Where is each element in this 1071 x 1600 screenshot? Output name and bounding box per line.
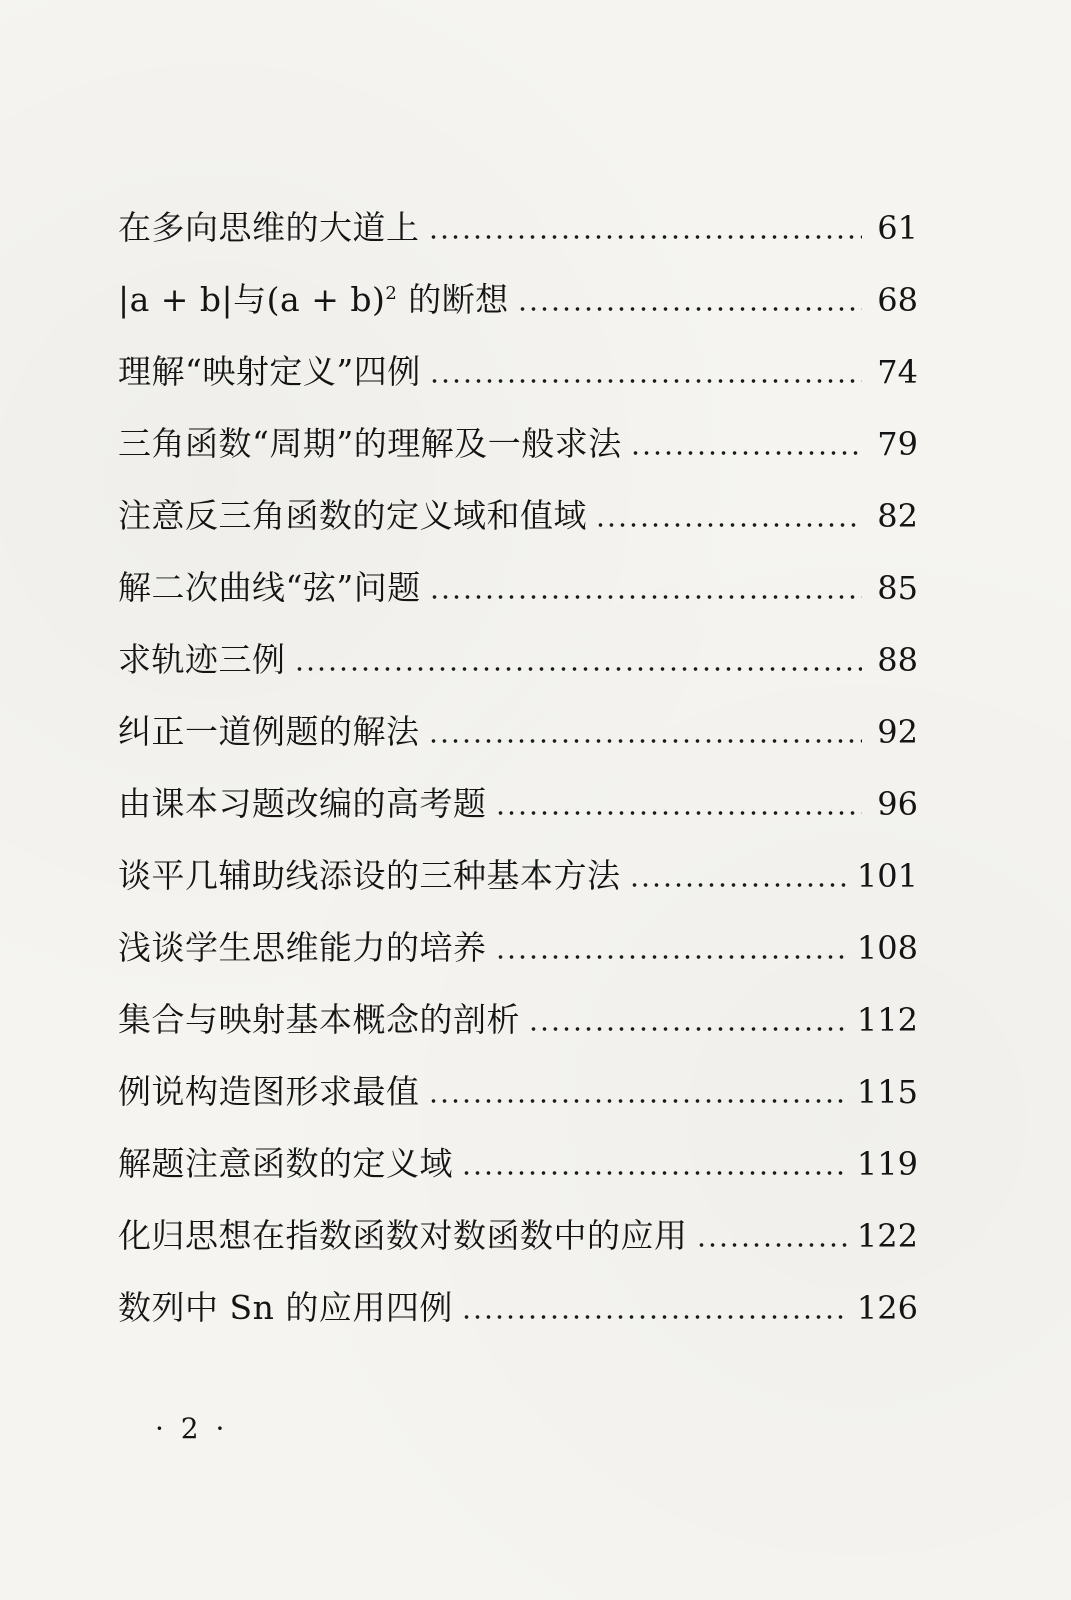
toc-entry [118, 624, 918, 696]
toc-entry [118, 768, 918, 840]
toc-entry-title: 谈平几辅助线添设的三种基本方法 [118, 856, 621, 895]
dot-leader [595, 523, 862, 527]
title-text: 的断想 [397, 280, 509, 319]
toc-entry [118, 984, 918, 1056]
toc-entry-title: 三角函数“周期”的理解及一般求法 [118, 424, 622, 463]
dot-leader [428, 739, 863, 743]
toc-entry-page: 112 [856, 1001, 918, 1039]
toc-entry-title: 注意反三角函数的定义域和值域 [118, 496, 587, 535]
dot-leader [629, 883, 847, 887]
toc-entry-page: 85 [877, 569, 918, 607]
toc-entry-page: 74 [877, 353, 918, 391]
toc-entry-title: 解题注意函数的定义域 [118, 1144, 453, 1183]
toc-entry-title: 化归思想在指数函数对数函数中的应用 [118, 1216, 688, 1255]
toc-entry [118, 192, 918, 264]
toc-entry-title: 数列中 Sn 的应用四例 [118, 1288, 453, 1327]
toc-entry [118, 408, 918, 480]
dot-leader [428, 1099, 847, 1103]
toc-entry [118, 336, 918, 408]
superscript: 2 [385, 283, 398, 304]
toc-entry-page: 122 [856, 1217, 918, 1255]
toc-entry-title: 集合与映射基本概念的剖析 [118, 1000, 520, 1039]
toc-entry-title: 在多向思维的大道上 [118, 208, 420, 247]
toc-entry-page: 82 [877, 497, 918, 535]
toc-entry [118, 264, 918, 336]
toc-entry-title: 由课本习题改编的高考题 [118, 784, 487, 823]
toc-entry-page: 115 [856, 1073, 918, 1111]
toc-entry-title [118, 264, 509, 336]
toc-entry [118, 840, 918, 912]
toc-entry [118, 1272, 918, 1344]
dot-leader [528, 1027, 847, 1031]
dot-leader [461, 1315, 847, 1319]
toc-entry-page: 68 [877, 281, 918, 319]
toc-entry [118, 912, 918, 984]
dot-leader [630, 451, 862, 455]
dot-leader [696, 1243, 847, 1247]
toc-entry-title: 浅谈学生思维能力的培养 [118, 928, 487, 967]
toc-entry-page: 88 [877, 641, 918, 679]
toc-entry-page: 96 [877, 785, 918, 823]
toc-entry [118, 1128, 918, 1200]
toc-entry [118, 480, 918, 552]
dot-leader [495, 811, 863, 815]
toc-entry-page: 101 [856, 857, 918, 895]
dot-leader [495, 955, 847, 959]
toc-entry-page: 108 [856, 929, 918, 967]
toc-entry-title: 纠正一道例题的解法 [118, 712, 420, 751]
title-text: |a + b|与(a + b) [118, 280, 386, 319]
toc-entry-title: 解二次曲线“弦”问题 [118, 568, 421, 607]
toc-entry-page: 61 [877, 209, 918, 247]
dot-leader [461, 1171, 847, 1175]
toc-entry [118, 552, 918, 624]
toc-entry-title: 理解“映射定义”四例 [118, 352, 421, 391]
dot-leader [428, 235, 863, 239]
toc-entry [118, 1056, 918, 1128]
toc-entry-page: 92 [877, 713, 918, 751]
toc-entry-page: 119 [856, 1145, 918, 1183]
dot-leader [294, 667, 863, 671]
toc-entry [118, 1200, 918, 1272]
page-number: · 2 · [155, 1412, 229, 1445]
toc-entry-title: 例说构造图形求最值 [118, 1072, 420, 1111]
dot-leader [517, 307, 862, 311]
toc-entry-page: 79 [877, 425, 918, 463]
toc-entry [118, 696, 918, 768]
dot-leader [429, 595, 862, 599]
toc-entry-page: 126 [856, 1289, 918, 1327]
toc-entry-title: 求轨迹三例 [118, 640, 286, 679]
dot-leader [429, 379, 862, 383]
table-of-contents [118, 192, 918, 1344]
